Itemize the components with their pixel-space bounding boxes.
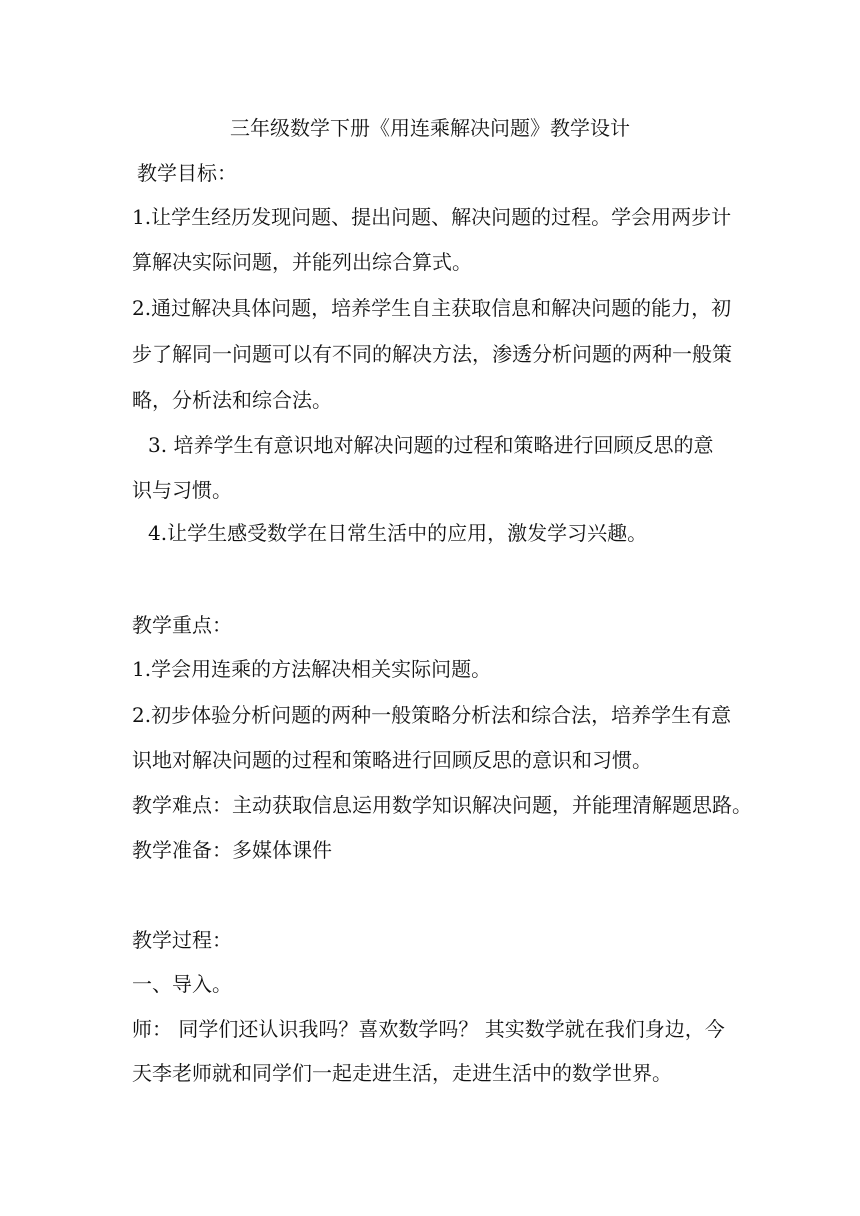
objective-2-line-2: 步了解同一问题可以有不同的解决方法，渗透分析问题的两种一般策 <box>132 342 732 366</box>
keypoint-2-line-1: 2.初步体验分析问题的两种一般策略分析法和综合法，培养学生有意 <box>132 703 732 727</box>
keypoint-1-line-1: 1.学会用连乘的方法解决相关实际问题。 <box>132 657 492 681</box>
section-1-heading: 一、导入。 <box>132 972 232 996</box>
objective-4-line-1: 4.让学生感受数学在日常生活中的应用，激发学习兴趣。 <box>148 521 648 545</box>
objective-1-line-2: 算解决实际问题，并能列出综合算式。 <box>132 250 472 274</box>
objective-3-line-2: 识与习惯。 <box>132 478 232 502</box>
keypoint-2-line-2: 识地对解决问题的过程和策略进行回顾反思的意识和习惯。 <box>132 748 652 772</box>
objective-3-line-1: 3. 培养学生有意识地对解决问题的过程和策略进行回顾反思的意 <box>148 433 714 457</box>
teacher-line-1: 师： 同学们还认识我吗？喜欢数学吗？ 其实数学就在我们身边，今 <box>132 1017 725 1041</box>
process-heading: 教学过程： <box>132 928 232 952</box>
teaching-difficulty: 教学难点：主动获取信息运用数学知识解决问题，并能理清解题思路。 <box>132 793 752 817</box>
objectives-heading: 教学目标： <box>137 161 237 185</box>
teacher-line-2: 天李老师就和同学们一起走进生活，走进生活中的数学世界。 <box>132 1061 672 1085</box>
objective-1-line-1: 1.让学生经历发现问题、提出问题、解决问题的过程。学会用两步计 <box>132 205 732 229</box>
objective-2-line-1: 2.通过解决具体问题，培养学生自主获取信息和解决问题的能力，初 <box>132 296 732 320</box>
keypoints-heading: 教学重点： <box>132 613 232 637</box>
document-title: 三年级数学下册《用连乘解决问题》教学设计 <box>230 116 630 140</box>
teaching-preparation: 教学准备：多媒体课件 <box>132 838 332 862</box>
objective-2-line-3: 略，分析法和综合法。 <box>132 388 332 412</box>
